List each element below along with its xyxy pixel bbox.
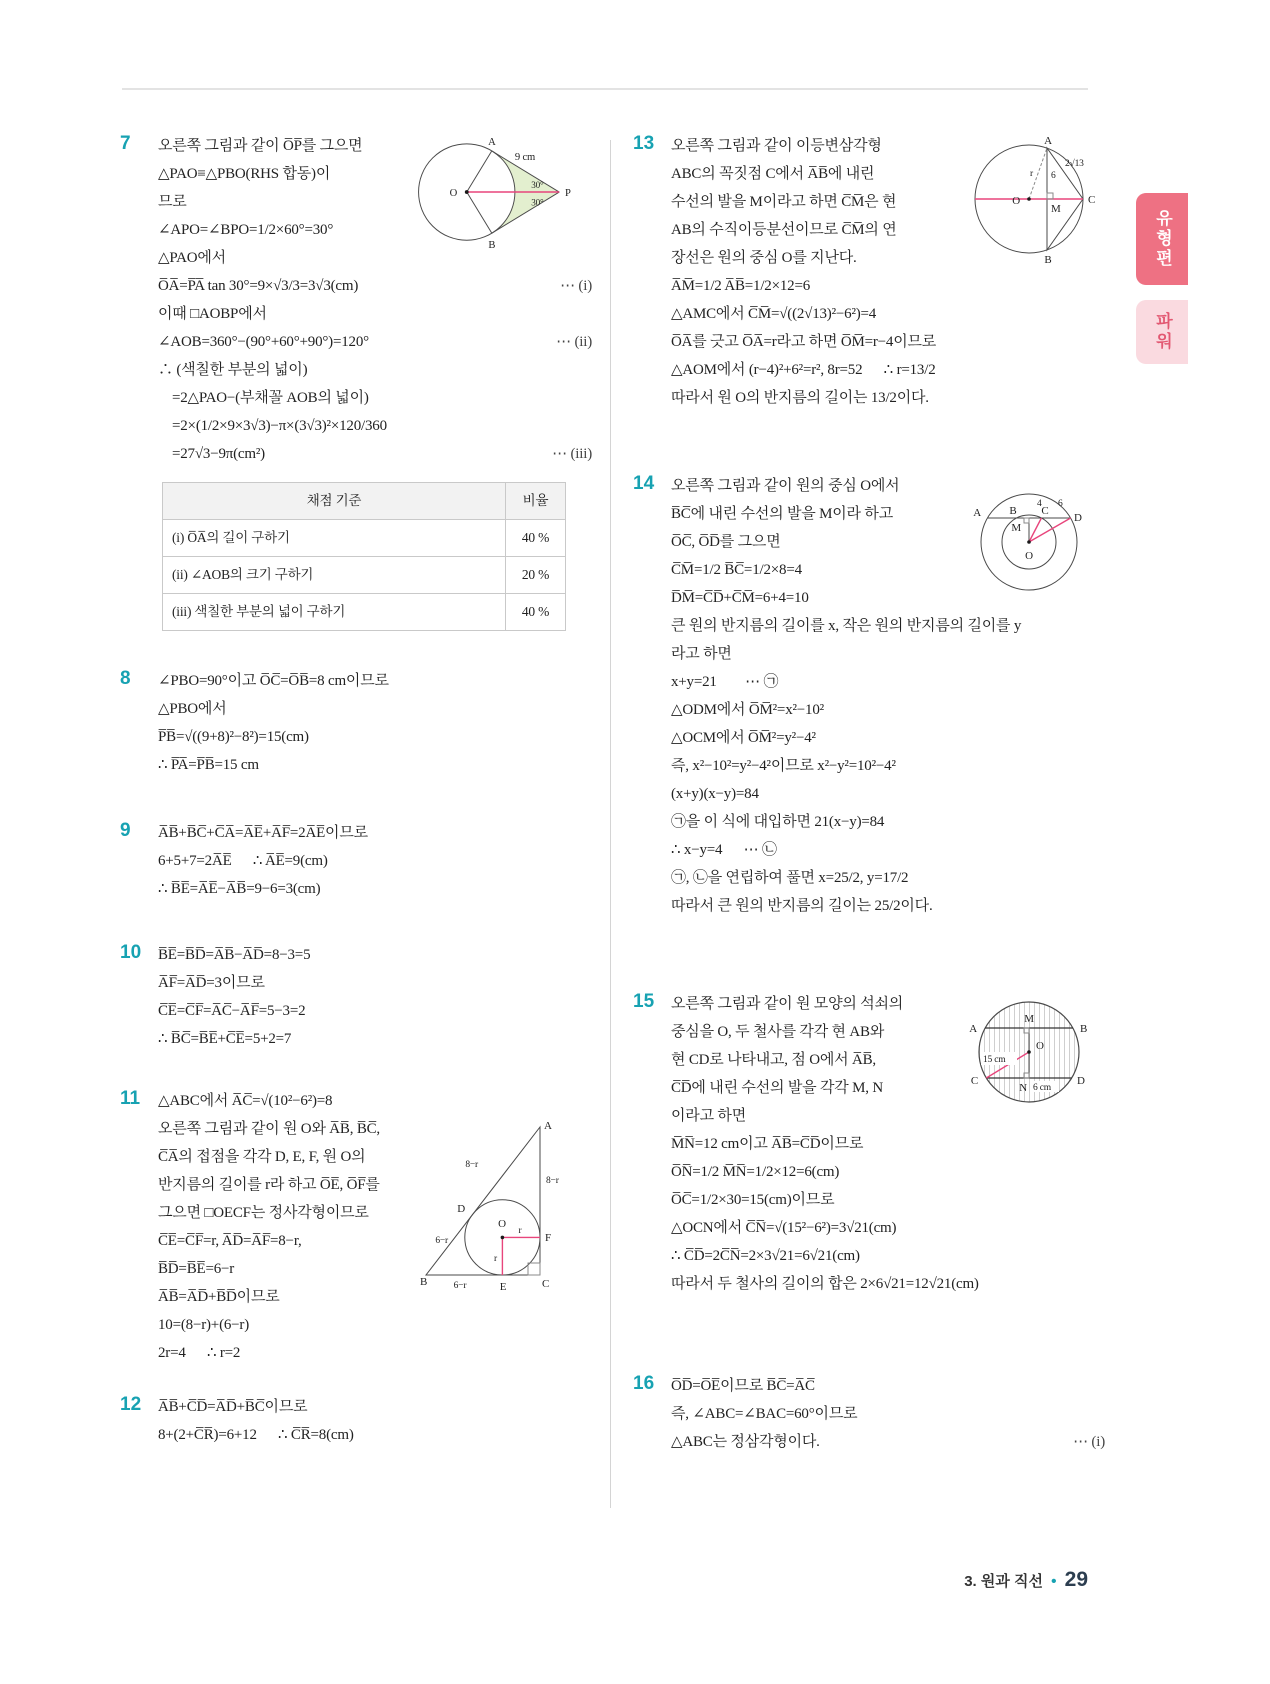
solution-line: P̅B̅=√((9+8)²−8²)=15(cm) <box>158 729 309 745</box>
footer-bullet: • <box>1051 1573 1057 1590</box>
problem-number: 14 <box>633 473 655 494</box>
solution-line: 따라서 원 O의 반지름의 길이는 13/2이다. <box>671 390 929 406</box>
solution-line: 큰 원의 반지름의 길이를 x, 작은 원의 반지름의 길이를 y <box>671 618 1022 634</box>
problem-body <box>671 1372 1105 1456</box>
solution-text: ∠AOB=360°−(90°+60°+90°)=120° <box>158 334 369 350</box>
problem-13 <box>633 132 1105 412</box>
label-6cm: 6 cm <box>1033 1083 1051 1093</box>
solution-line: ㉠, ㉡을 연립하여 풀면 x=25/2, y=17/2 <box>671 870 909 886</box>
problem-8 <box>120 667 592 779</box>
step-tag: ⋯ (ii) <box>556 334 592 350</box>
problem-10 <box>120 941 592 1053</box>
rubric-criteria: (ii) ∠AOB의 크기 구하기 <box>163 557 506 594</box>
problem-number: 7 <box>120 133 131 154</box>
solution-line: 8+(2+C̅R̅)=6+12 ∴ C̅R̅=8(cm) <box>158 1427 354 1443</box>
chapter-title: 3. 원과 직선 <box>964 1573 1044 1590</box>
label-M: M <box>1051 203 1061 215</box>
label-F: F <box>545 1232 551 1244</box>
problem-14 <box>633 472 1105 920</box>
label-r: r <box>1030 169 1033 179</box>
solution-line: 오른쪽 그림과 같이 원 O와 A̅B̅, B̅C̅, <box>158 1121 380 1137</box>
solution-text: =27√3−9π(cm²) <box>172 446 265 462</box>
point-O <box>1027 1050 1031 1054</box>
label-B: B <box>420 1276 428 1288</box>
solution-line: 10=(8−r)+(6−r) <box>158 1317 250 1333</box>
label-C: C <box>1088 194 1096 206</box>
label-8-r-AC: 8−r <box>546 1176 559 1186</box>
label-O: O <box>449 187 458 199</box>
problem-body <box>158 1393 592 1449</box>
solution-line: △PBO에서 <box>158 701 227 717</box>
label-6-r-BD: 6−r <box>435 1236 448 1246</box>
rubric-ratio: 20 % <box>506 557 566 594</box>
solution-line: △ABC에서 A̅C̅=√(10²−6²)=8 <box>158 1093 333 1109</box>
figure-triangle-incircle <box>420 1117 592 1295</box>
problem-15 <box>633 990 1105 1298</box>
solution-line: (x+y)(x−y)=84 <box>671 786 759 802</box>
label-r-OE: r <box>494 1254 497 1264</box>
solution-line: 오른쪽 그림과 같이 O̅P̅를 그으면 <box>158 138 363 154</box>
label-M: M <box>1024 1013 1034 1025</box>
radius-OB <box>467 192 492 233</box>
label-30deg-upper: 30° <box>531 180 544 191</box>
solution-line: △OCM에서 O̅M̅²=y²−4² <box>671 730 816 746</box>
problem-body <box>158 819 592 903</box>
solution-line: M̅N̅=12 cm이고 A̅B̅=C̅D̅이므로 <box>671 1136 864 1152</box>
rubric-criteria: (iii) 색칠한 부분의 넓이 구하기 <box>163 594 506 631</box>
solution-line: C̅M̅=1/2 B̅C̅=1/2×8=4 <box>671 562 802 578</box>
triangle-ABC <box>426 1127 540 1275</box>
solution-line: =2×(1/2×9×3√3)−π×(3√3)²×120/360 <box>172 418 387 434</box>
problem-7 <box>120 132 592 633</box>
solution-line: 이라고 하면 <box>671 1108 747 1124</box>
step-tag: ⋯ (i) <box>560 278 592 294</box>
solution-line: C̅E̅=C̅F̅=r, A̅D̅=A̅F̅=8−r, <box>158 1233 302 1249</box>
label-D: D <box>1074 512 1082 524</box>
rubric-header-row <box>163 483 566 520</box>
problem-body <box>158 667 592 779</box>
problem-number: 15 <box>633 991 655 1012</box>
solution-line: 따라서 큰 원의 반지름의 길이는 25/2이다. <box>671 898 933 914</box>
label-B: B <box>1009 505 1017 517</box>
label-15cm: 15 cm <box>983 1055 1006 1065</box>
rubric-header-ratio: 비율 <box>506 483 566 520</box>
label-D: D <box>457 1203 465 1215</box>
label-6: 6 <box>1051 171 1056 181</box>
page-number: 29 <box>1064 1568 1088 1591</box>
solution-line: △OCN에서 C̅N̅=√(15²−6²)=3√21(cm) <box>671 1220 897 1236</box>
label-O: O <box>1036 1040 1044 1052</box>
label-6: 6 <box>1058 499 1063 509</box>
problem-number: 10 <box>120 942 142 963</box>
solution-line: 장선은 원의 중심 O를 지난다. <box>671 250 857 266</box>
solution-line <box>158 440 592 468</box>
problem-number: 9 <box>120 820 131 841</box>
solution-line: O̅N̅=1/2 M̅N̅=1/2×12=6(cm) <box>671 1164 840 1180</box>
figure-circle-tangents <box>407 134 592 252</box>
label-N: N <box>1019 1082 1027 1094</box>
figure-isosceles-in-circle <box>967 134 1105 266</box>
solution-line <box>158 328 592 356</box>
solution-line: ∴ P̅A̅=P̅B̅=15 cm <box>158 757 259 773</box>
label-C: C <box>542 1278 550 1290</box>
solution-line: B̅E̅=B̅D̅=A̅B̅−A̅D̅=8−3=5 <box>158 947 311 963</box>
solution-line: O̅D̅=O̅E̅이므로 B̅C̅=A̅C̅ <box>671 1378 815 1394</box>
label-B: B <box>1044 254 1052 266</box>
label-O: O <box>1025 550 1033 562</box>
solution-line: 오른쪽 그림과 같이 원의 중심 O에서 <box>671 478 900 494</box>
solution-line: AB의 수직이등분선이므로 C̅M̅의 연 <box>671 222 897 238</box>
solution-line: △AMC에서 C̅M̅=√((2√13)²−6²)=4 <box>671 306 877 322</box>
problem-body <box>158 1087 592 1367</box>
solution-line: A̅B̅+B̅C̅+C̅A̅=A̅E̅+A̅F̅=2A̅E̅이므로 <box>158 825 368 841</box>
solution-line: 수선의 발을 M이라고 하면 C̅M̅은 현 <box>671 194 897 210</box>
label-30deg-lower: 30° <box>531 197 544 208</box>
label-E: E <box>499 1281 507 1293</box>
problem-12 <box>120 1393 592 1449</box>
grading-criteria-table <box>162 482 566 631</box>
problem-body <box>671 990 1105 1298</box>
solution-line: C̅E̅=C̅F̅=A̅C̅−A̅F̅=5−3=2 <box>158 1003 306 1019</box>
label-A: A <box>973 507 981 519</box>
solution-line: 그으면 □OECF는 정사각형이므로 <box>158 1205 369 1221</box>
solution-line: ABC의 꼭짓점 C에서 A̅B̅에 내린 <box>671 166 875 182</box>
right-angle-mark-M <box>1024 518 1029 523</box>
label-9cm: 9 cm <box>514 152 536 164</box>
solution-line: A̅F̅=A̅D̅=3이므로 <box>158 975 265 991</box>
solution-line: ∠PBO=90°이고 O̅C̅=O̅B̅=8 cm이므로 <box>158 673 389 689</box>
solution-line: △PAO에서 <box>158 250 226 266</box>
label-4: 4 <box>1037 499 1042 509</box>
solution-line <box>671 1428 1105 1456</box>
step-tag: ⋯ (iii) <box>552 446 592 462</box>
problem-16 <box>633 1372 1105 1456</box>
label-D: D <box>1077 1075 1085 1087</box>
rubric-row <box>163 594 566 631</box>
solution-line: △PAO≡△PBO(RHS 합동)이 <box>158 166 331 182</box>
problem-number: 12 <box>120 1394 142 1415</box>
label-A: A <box>969 1023 977 1035</box>
solution-line: x+y=21 ⋯ ㉠ <box>671 674 779 690</box>
top-rule <box>122 88 1088 90</box>
label-8-r-AB: 8−r <box>465 1160 478 1170</box>
left-column <box>120 132 592 1449</box>
solution-line: 므로 <box>158 194 187 210</box>
label-2root13: 2√13 <box>1065 159 1084 169</box>
problem-9 <box>120 819 592 903</box>
label-B: B <box>1080 1023 1088 1035</box>
solution-line: ∴ (색칠한 부분의 넓이) <box>158 362 308 378</box>
problem-body <box>671 132 1105 412</box>
solution-line: 반지름의 길이를 r라 하고 O̅E̅, O̅F̅를 <box>158 1177 380 1193</box>
problem-number: 8 <box>120 668 131 689</box>
solution-line <box>158 272 592 300</box>
solution-line: 중심을 O, 두 철사를 각각 현 AB와 <box>671 1024 885 1040</box>
solution-line: =2△PAO−(부채꼴 AOB의 넓이) <box>172 390 369 406</box>
label-A: A <box>1044 135 1052 147</box>
label-A: A <box>544 1120 552 1132</box>
solution-line: D̅M̅=C̅D̅+C̅M̅=6+4=10 <box>671 590 809 606</box>
problem-body <box>158 941 592 1053</box>
figure-concentric-circles <box>957 474 1105 596</box>
column-divider <box>610 140 611 1508</box>
solution-line: A̅B̅=A̅D̅+B̅D̅이므로 <box>158 1289 280 1305</box>
solution-line: ∠APO=∠BPO=1/2×60°=30° <box>158 222 334 238</box>
solution-line: 즉, ∠ABC=∠BAC=60°이므로 <box>671 1406 858 1422</box>
right-column <box>633 132 1105 1456</box>
step-tag: ⋯ (i) <box>1073 1434 1105 1450</box>
rubric-header-criteria: 채점 기준 <box>163 483 506 520</box>
rubric-criteria: (i) O̅A̅의 길이 구하기 <box>163 520 506 557</box>
label-A: A <box>488 136 496 148</box>
solution-line: A̅B̅+C̅D̅=A̅D̅+B̅C̅이므로 <box>158 1399 308 1415</box>
side-tab-yuhyeongpyeon: 유형편 <box>1136 193 1188 285</box>
solution-line: ∴ B̅C̅=B̅E̅+C̅E̅=5+2=7 <box>158 1031 292 1047</box>
solution-line: A̅M̅=1/2 A̅B̅=1/2×12=6 <box>671 278 811 294</box>
figure-grill-circle <box>957 992 1105 1112</box>
label-r-OF: r <box>518 1226 522 1236</box>
problem-body <box>158 132 592 633</box>
problem-number: 16 <box>633 1373 655 1394</box>
solution-line: 오른쪽 그림과 같이 원 모양의 석쇠의 <box>671 996 904 1012</box>
solution-line: 라고 하면 <box>671 646 732 662</box>
solution-line: O̅C̅, O̅D̅를 그으면 <box>671 534 781 550</box>
solution-line: O̅A̅를 긋고 O̅A̅=r라고 하면 O̅M̅=r−4이므로 <box>671 334 937 350</box>
label-B: B <box>488 239 496 251</box>
label-C: C <box>970 1075 978 1087</box>
solution-line: B̅D̅=B̅E̅=6−r <box>158 1261 235 1277</box>
rubric-ratio: 40 % <box>506 520 566 557</box>
solution-line: 따라서 두 철사의 길이의 합은 2×6√21=12√21(cm) <box>671 1276 979 1292</box>
solution-line: O̅C̅=1/2×30=15(cm)이므로 <box>671 1192 835 1208</box>
solution-line: 이때 □AOBP에서 <box>158 306 267 322</box>
solution-line: 6+5+7=2A̅E̅ ∴ A̅E̅=9(cm) <box>158 853 328 869</box>
solution-line: ∴ C̅D̅=2C̅N̅=2×3√21=6√21(cm) <box>671 1248 860 1264</box>
radius-OA <box>467 151 492 192</box>
right-angle-mark-M <box>1047 193 1053 199</box>
rubric-ratio: 40 % <box>506 594 566 631</box>
solution-line: ∴ x−y=4 ⋯ ㉡ <box>671 842 777 858</box>
point-O <box>1027 540 1031 544</box>
solution-line: B̅C̅에 내린 수선의 발을 M이라 하고 <box>671 506 893 522</box>
solution-line: 즉, x²−10²=y²−4²이므로 x²−y²=10²−4² <box>671 758 896 774</box>
side-tab-power: 파워 <box>1136 300 1188 364</box>
rubric-row <box>163 520 566 557</box>
problem-body <box>671 472 1105 920</box>
point-O <box>465 190 469 194</box>
label-6-r-BE: 6−r <box>453 1281 467 1291</box>
page-footer <box>964 1568 1088 1592</box>
solution-text: △ABC는 정삼각형이다. <box>671 1434 820 1450</box>
solution-line: 현 CD로 나타내고, 점 O에서 A̅B̅, <box>671 1052 876 1068</box>
solution-line: 2r=4 ∴ r=2 <box>158 1345 241 1361</box>
point-O <box>501 1236 505 1240</box>
label-C: C <box>1041 505 1049 517</box>
solution-line: C̅A̅의 접점을 각각 D, E, F, 원 O의 <box>158 1149 366 1165</box>
label-O: O <box>1012 195 1020 207</box>
problem-number: 11 <box>120 1088 141 1109</box>
label-O: O <box>498 1218 506 1230</box>
label-P: P <box>565 187 571 199</box>
solution-line: C̅D̅에 내린 수선의 발을 각각 M, N <box>671 1080 883 1096</box>
label-M: M <box>1011 522 1021 534</box>
solution-text: O̅A̅=P̅A̅ tan 30°=9×√3/3=3√3(cm) <box>158 278 359 294</box>
solution-line: △ODM에서 O̅M̅²=x²−10² <box>671 702 824 718</box>
solution-line: 오른쪽 그림과 같이 이등변삼각형 <box>671 138 882 154</box>
rubric-row <box>163 557 566 594</box>
right-angle-mark-C <box>528 1263 540 1275</box>
solution-line: ㉠을 이 식에 대입하면 21(x−y)=84 <box>671 814 885 830</box>
problem-number: 13 <box>633 133 655 154</box>
problem-11 <box>120 1087 592 1367</box>
point-O <box>1027 197 1031 201</box>
solution-line: ∴ B̅E̅=A̅E̅−A̅B̅=9−6=3(cm) <box>158 881 321 897</box>
solution-line: △AOM에서 (r−4)²+6²=r², 8r=52 ∴ r=13/2 <box>671 362 936 378</box>
